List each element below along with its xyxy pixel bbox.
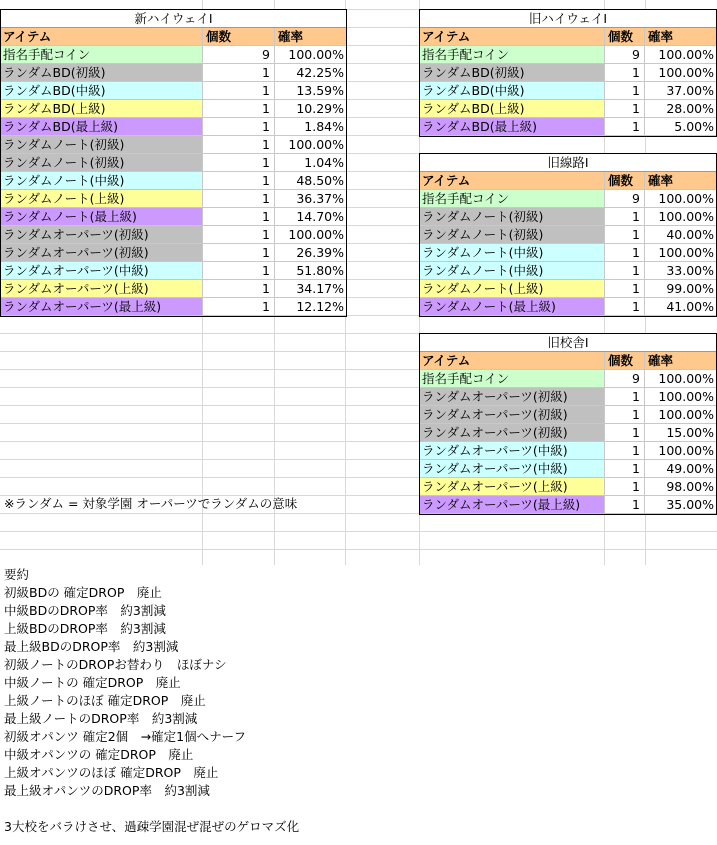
- table-title: 新ハイウェイI: [1, 10, 346, 28]
- count-cell: 1: [605, 298, 645, 315]
- summary-line: [4, 800, 299, 818]
- count-cell: 1: [203, 118, 275, 135]
- table-row: [1, 100, 346, 118]
- summary-block: [4, 566, 299, 836]
- item-cell: ランダムBD(中級): [420, 82, 605, 99]
- rate-cell: 10.29%: [296, 101, 344, 116]
- count-cell: 1: [203, 136, 275, 153]
- table-row: [1, 226, 346, 244]
- table-row: [420, 46, 716, 64]
- item-cell: ランダムオーパーツ(中級): [1, 262, 203, 279]
- count-cell: 1: [605, 82, 645, 99]
- header-item: アイテム: [1, 28, 203, 45]
- rate-cell: 1.84%: [304, 119, 344, 134]
- count-cell: 1: [605, 280, 645, 297]
- table-row: [420, 370, 716, 388]
- rate-cell: 5.00%: [674, 119, 714, 134]
- table-row: [420, 298, 716, 316]
- count-cell: 1: [203, 244, 275, 261]
- summary-line: 初級オパンツ 確定2個 →確定1個へナーフ: [4, 729, 246, 744]
- item-cell: ランダムBD(最上級): [1, 118, 203, 135]
- count-cell: 1: [605, 262, 645, 279]
- rate-cell: 100.00%: [288, 137, 344, 152]
- item-cell: ランダムノート(初級): [420, 208, 605, 225]
- rate-cell: 41.00%: [666, 299, 714, 314]
- table-header: [1, 28, 346, 46]
- rate-cell: 99.00%: [666, 281, 714, 296]
- table-row: [1, 280, 346, 298]
- count-cell: 9: [605, 190, 645, 207]
- note-text: ※ランダム = 対象学園 オーパーツでランダムの意味: [4, 496, 298, 511]
- count-cell: 1: [605, 406, 645, 423]
- rate-cell: 100.00%: [288, 227, 344, 242]
- item-cell: 指名手配コイン: [420, 370, 605, 387]
- old-school-building-table: [419, 333, 717, 515]
- count-cell: 1: [203, 82, 275, 99]
- item-cell: 指名手配コイン: [420, 190, 605, 207]
- header-rate: 確率: [648, 29, 674, 44]
- rate-cell: 40.00%: [666, 227, 714, 242]
- table-row: [420, 118, 716, 136]
- item-cell: ランダムオーパーツ(初級): [420, 388, 605, 405]
- table-row: [420, 100, 716, 118]
- rate-cell: 42.25%: [296, 65, 344, 80]
- header-rate: 確率: [648, 353, 674, 368]
- table-title: 旧線路I: [420, 154, 716, 172]
- item-cell: ランダムBD(初級): [420, 64, 605, 81]
- table-row: [420, 388, 716, 406]
- item-cell: ランダムオーパーツ(上級): [420, 478, 605, 495]
- item-cell: ランダムノート(上級): [420, 280, 605, 297]
- summary-line: 最上級BDのDROP率 約3割減: [4, 639, 179, 654]
- count-cell: 1: [203, 298, 275, 315]
- item-cell: ランダムオーパーツ(中級): [420, 460, 605, 477]
- table-header: [420, 28, 716, 46]
- header-rate: 確率: [278, 29, 304, 44]
- rate-cell: 14.70%: [296, 209, 344, 224]
- header-item: アイテム: [420, 172, 605, 189]
- rate-cell: 100.00%: [658, 407, 714, 422]
- table-row: [1, 190, 346, 208]
- table-header: [420, 172, 716, 190]
- item-cell: ランダムBD(上級): [1, 100, 203, 117]
- rate-cell: 100.00%: [658, 191, 714, 206]
- table-row: [1, 172, 346, 190]
- rate-cell: 100.00%: [658, 371, 714, 386]
- header-rate: 確率: [648, 173, 674, 188]
- count-cell: 1: [605, 496, 645, 513]
- rate-cell: 51.80%: [296, 263, 344, 278]
- header-count: 個数: [605, 28, 645, 45]
- item-cell: ランダムノート(最上級): [1, 208, 203, 225]
- count-cell: 1: [605, 64, 645, 81]
- item-cell: ランダムBD(中級): [1, 82, 203, 99]
- table-row: [1, 46, 346, 64]
- rate-cell: 26.39%: [296, 245, 344, 260]
- summary-line: 中級オパンツの 確定DROP 廃止: [4, 747, 194, 762]
- item-cell: ランダムノート(上級): [1, 190, 203, 207]
- count-cell: 9: [605, 46, 645, 63]
- table-title: 旧校舎I: [420, 334, 716, 352]
- summary-line: 3大校をバラけさせ、過疎学園混ぜ混ぜのゲロマズ化: [4, 819, 300, 834]
- table-row: [1, 154, 346, 172]
- table-row: [420, 424, 716, 442]
- count-cell: 1: [203, 190, 275, 207]
- table-row: [420, 190, 716, 208]
- table-row: [420, 460, 716, 478]
- header-item: アイテム: [420, 352, 605, 369]
- table-row: [420, 280, 716, 298]
- count-cell: 1: [203, 262, 275, 279]
- count-cell: 1: [203, 226, 275, 243]
- item-cell: ランダムオーパーツ(中級): [420, 442, 605, 459]
- item-cell: ランダムオーパーツ(初級): [420, 424, 605, 441]
- summary-line: 初級ノートのDROPお替わり ほぼナシ: [4, 657, 227, 672]
- count-cell: 1: [605, 208, 645, 225]
- item-cell: ランダムノート(初級): [1, 136, 203, 153]
- count-cell: 1: [605, 478, 645, 495]
- new-highway-table: [0, 9, 347, 317]
- table-row: [420, 478, 716, 496]
- summary-line: 上級BDのDROP率 約3割減: [4, 621, 166, 636]
- count-cell: 1: [605, 388, 645, 405]
- rate-cell: 49.00%: [666, 461, 714, 476]
- item-cell: ランダムノート(初級): [420, 226, 605, 243]
- count-cell: 1: [605, 244, 645, 261]
- item-cell: ランダムオーパーツ(最上級): [420, 496, 605, 513]
- table-row: [1, 244, 346, 262]
- item-cell: ランダムオーパーツ(初級): [420, 406, 605, 423]
- summary-line: 中級BDのDROP率 約3割減: [4, 603, 166, 618]
- rate-cell: 100.00%: [658, 389, 714, 404]
- header-count: 個数: [605, 172, 645, 189]
- count-cell: 1: [203, 208, 275, 225]
- table-row: [1, 118, 346, 136]
- table-row: [420, 442, 716, 460]
- table-row: [1, 136, 346, 154]
- count-cell: 9: [203, 46, 275, 63]
- count-cell: 1: [203, 172, 275, 189]
- item-cell: ランダムBD(上級): [420, 100, 605, 117]
- header-count: 個数: [203, 28, 275, 45]
- table-row: [1, 82, 346, 100]
- item-cell: ランダムオーパーツ(上級): [1, 280, 203, 297]
- rate-cell: 13.59%: [296, 83, 344, 98]
- rate-cell: 100.00%: [288, 47, 344, 62]
- count-cell: 1: [203, 64, 275, 81]
- rate-cell: 12.12%: [296, 299, 344, 314]
- table-row: [1, 262, 346, 280]
- rate-cell: 36.37%: [296, 191, 344, 206]
- table-row: [420, 226, 716, 244]
- summary-line: 最上級ノートのDROP率 約3割減: [4, 711, 198, 726]
- item-cell: ランダムオーパーツ(最上級): [1, 298, 203, 315]
- table-row: [1, 208, 346, 226]
- old-highway-table: [419, 9, 717, 137]
- count-cell: 1: [605, 460, 645, 477]
- table-title: 旧ハイウェイI: [420, 10, 716, 28]
- item-cell: ランダムオーパーツ(初級): [1, 226, 203, 243]
- count-cell: 1: [605, 424, 645, 441]
- count-cell: 1: [605, 442, 645, 459]
- count-cell: 9: [605, 370, 645, 387]
- item-cell: ランダムBD(初級): [1, 64, 203, 81]
- item-cell: ランダムノート(中級): [420, 262, 605, 279]
- rate-cell: 1.04%: [304, 155, 344, 170]
- item-cell: 指名手配コイン: [1, 46, 203, 63]
- summary-line: 中級ノートの 確定DROP 廃止: [4, 675, 181, 690]
- count-cell: 1: [605, 226, 645, 243]
- summary-line: 上級ノートのほぼ 確定DROP 廃止: [4, 693, 206, 708]
- rate-cell: 15.00%: [666, 425, 714, 440]
- table-row: [420, 64, 716, 82]
- table-row: [420, 244, 716, 262]
- rate-cell: 28.00%: [666, 101, 714, 116]
- table-row: [420, 262, 716, 280]
- table-row: [420, 496, 716, 514]
- rate-cell: 100.00%: [658, 65, 714, 80]
- table-row: [1, 298, 346, 316]
- table-header: [420, 352, 716, 370]
- item-cell: 指名手配コイン: [420, 46, 605, 63]
- old-railway-table: [419, 153, 717, 317]
- table-row: [420, 82, 716, 100]
- rate-cell: 33.00%: [666, 263, 714, 278]
- table-row: [420, 208, 716, 226]
- item-cell: ランダムノート(初級): [1, 154, 203, 171]
- rate-cell: 34.17%: [296, 281, 344, 296]
- summary-line: 上級オパンツのほぼ 確定DROP 廃止: [4, 765, 219, 780]
- count-cell: 1: [203, 154, 275, 171]
- summary-heading: 要約: [4, 567, 30, 582]
- rate-cell: 100.00%: [658, 47, 714, 62]
- count-cell: 1: [203, 280, 275, 297]
- item-cell: ランダムノート(最上級): [420, 298, 605, 315]
- rate-cell: 48.50%: [296, 173, 344, 188]
- rate-cell: 37.00%: [666, 83, 714, 98]
- header-item: アイテム: [420, 28, 605, 45]
- table-row: [1, 64, 346, 82]
- rate-cell: 98.00%: [666, 479, 714, 494]
- rate-cell: 100.00%: [658, 209, 714, 224]
- rate-cell: 35.00%: [666, 497, 714, 512]
- summary-line: 最上級オパンツのDROP率 約3割減: [4, 783, 210, 798]
- item-cell: ランダムノート(中級): [1, 172, 203, 189]
- item-cell: ランダムBD(最上級): [420, 118, 605, 135]
- header-count: 個数: [605, 352, 645, 369]
- rate-cell: 100.00%: [658, 443, 714, 458]
- item-cell: ランダムオーパーツ(初級): [1, 244, 203, 261]
- count-cell: 1: [203, 100, 275, 117]
- count-cell: 1: [605, 118, 645, 135]
- item-cell: ランダムノート(中級): [420, 244, 605, 261]
- count-cell: 1: [605, 100, 645, 117]
- summary-line: 初級BDの 確定DROP 廃止: [4, 585, 162, 600]
- table-row: [420, 406, 716, 424]
- rate-cell: 100.00%: [658, 245, 714, 260]
